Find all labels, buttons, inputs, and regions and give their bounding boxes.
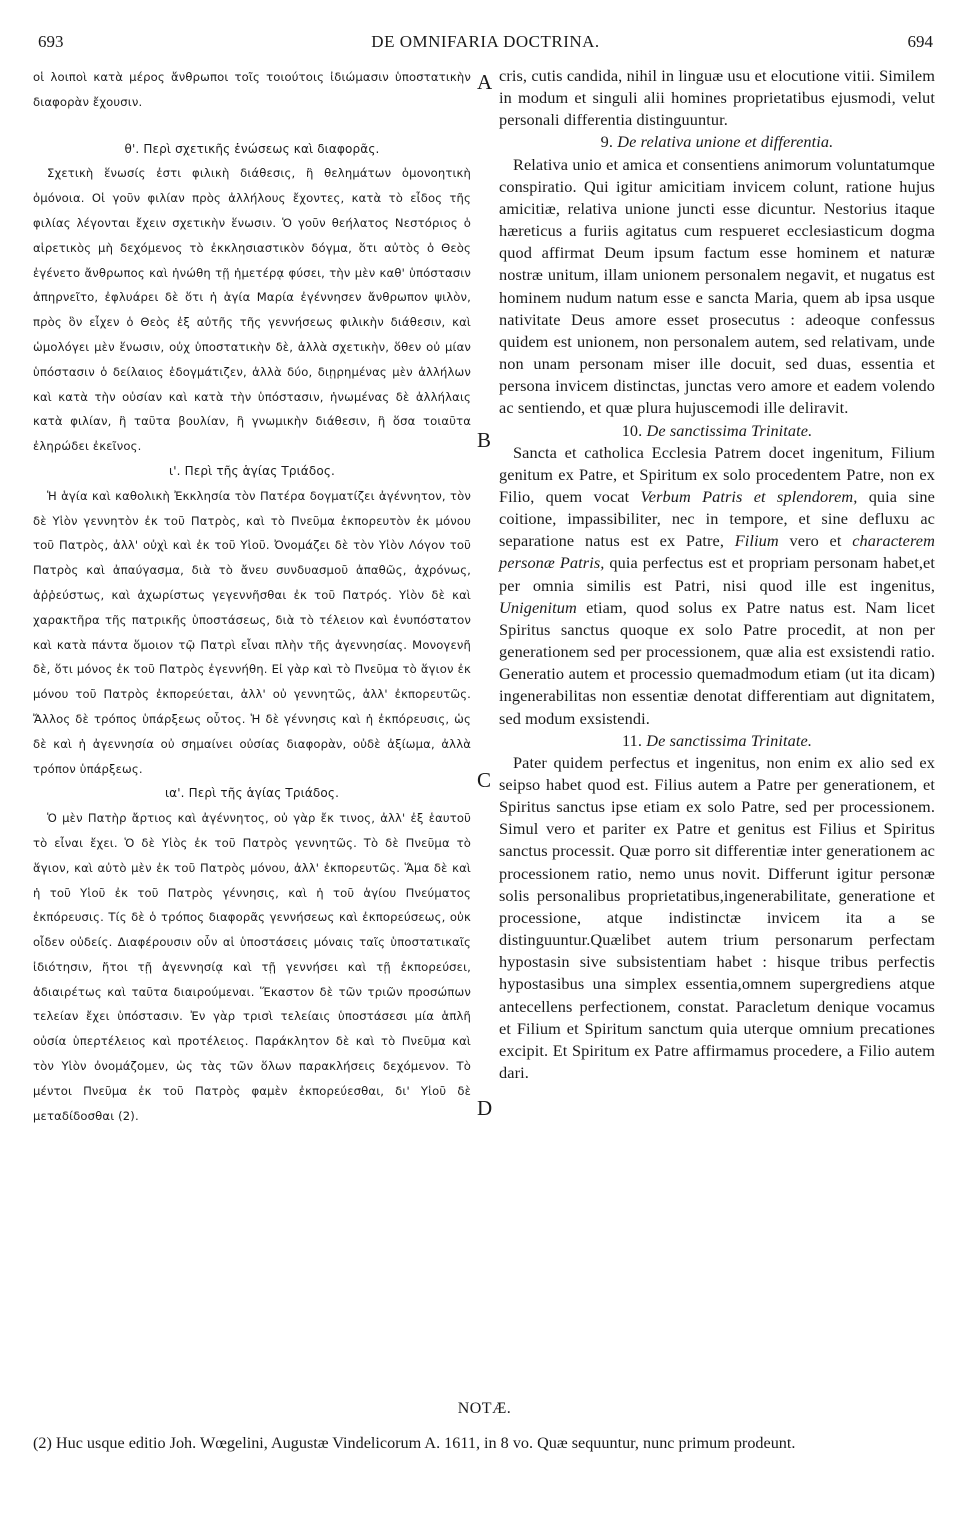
latin-p10-italic-filium: Filium <box>734 531 779 551</box>
latin-heading-9-number: 9. <box>600 132 614 152</box>
margin-letter-c: C <box>477 768 492 792</box>
greek-intro-paragraph: οἱ λοιποὶ κατὰ μέρος ἄνθρωποι τοῖς τοιούτοις ἰδιώμασιν ὑποστατικὴν διαφορὰν ἔχουσιν. <box>33 70 471 109</box>
latin-intro-paragraph: cris, cutis candida, nihil in linguæ usu et elocutione vitii. Similem in modum et singuli alii homines proprietatibus ejusmodi, velut personali differentia distinguuntur. <box>499 66 935 130</box>
page-number-left: 693 <box>38 32 64 51</box>
greek-paragraph-9: Σχετικὴ ἕνωσίς ἐστι φιλικὴ διάθεσις, ἢ θελημάτων ὁμονοητικὴ ὁμόνοια. Οἱ γοῦν φιλίαν πρὸς ἀλλήλους ἔχοντες, κατὰ τὸ εἶδος τῆς φιλίας λέγονται ἔχειν σχετικὴν ἕνωσιν. Ὁ γοῦν θεήλατος Νεστόριος ὁ αἱρετικὸς μὴ δεχόμενος τὸ ἐκκλησιαστικὸν δόγμα, ὅτι αὐτὸς ὁ Θεὸς ἐγένετο ἄνθρωπος καὶ ἡνώθη τῇ ἡμετέρᾳ φύσει, τὴν μὲν καθ' ὑπόστασιν ἀπηρνεῖτο, ἐφλυάρει δὲ ὅτι ἡ ἁγία Μαρία ἐγέννησεν ἄνθρωπον ψιλὸν, πρὸς ὃν εἶχεν ὁ Θεὸς ἐξ αὐτῆς τῆς γεννήσεως φιλικὴν διάθεσιν, καὶ ὡμολόγει μὲν ἕνωσιν, οὐχ ὑποστατικὴν δὲ, ἀλλὰ σχετικὴν, ὅθεν οὐ μίαν ὑπόστασιν ὁ δείλαιος ἐδογμάτιζεν, ἀλλὰ δύο, διῃρημένας μὲν ἀλλήλων καὶ κατὰ τὴν οὐσίαν καὶ κατὰ τὴν ὑπόστασιν, ἡνωμένας δὲ ἀλλήλαις κατὰ φιλίαν, ἢ ταῦτα βουλίαν, ἢ γνωμικὴν διάθεσιν, ἢ ὅσα τοιαῦτα ἐληρώδει ἐκεῖνος. <box>33 166 471 454</box>
greek-heading-10: ι'. Περὶ τῆς ἁγίας Τριάδος. <box>168 463 336 478</box>
running-title: DE OMNIFARIA DOCTRINA. <box>371 32 600 51</box>
latin-p10-part-c: vero et <box>778 531 853 551</box>
greek-heading-9: θ'. Περὶ σχετικῆς ἑνώσεως καὶ διαφορᾶς. <box>124 141 380 156</box>
latin-p10-part-b: quia sine coitione, impassibiliter, nec in tempore, et sine defluxu ac separatione natus est ex Patre, <box>499 486 935 551</box>
latin-heading-11-title: De sanctissima Trinitate. <box>646 730 812 750</box>
page-header <box>38 26 933 56</box>
latin-p10-italic-characterem: characterem personæ Patris, <box>499 531 935 573</box>
margin-letter-a: A <box>477 70 493 94</box>
greek-paragraph-10: Ἡ ἁγία καὶ καθολικὴ Ἐκκλησία τὸν Πατέρα δογματίζει ἀγέννητον, τὸν δὲ Υἱὸν γεννητὸν ἐκ τοῦ Πατρὸς, καὶ τὸ Πνεῦμα ἐκπορευτὸν ἐκ μόνου τοῦ Πατρὸς, ἀλλ' οὐχὶ καὶ ἐκ τοῦ Υἱοῦ. Ὀνομάζει δὲ τὸν Υἱὸν Λόγον τοῦ Πατρὸς καὶ ἀπαύγασμα, διὰ τὸ ἄνευ συνδυασμοῦ ἀπαθῶς, ἀχρόνως, ἀῤῥεύστως, καὶ ἀχωρίστως γεγεννῆσθαι ἐκ τοῦ Πατρός. Υἱὸν δὲ καὶ χαρακτῆρα τῆς πατρικῆς ὑποστάσεως, διὰ τὸ τέλειον καὶ ἐνυπόστατον καὶ κατὰ πάντα ὅμοιον τῷ Πατρὶ εἶναι πλὴν τῆς ἀγεννησίας. Μονογενῆ δὲ, ὅτι μόνος ἐκ τοῦ Πατρὸς ἐγεννήθη. Εἰ γὰρ καὶ τὸ Πνεῦμα τὸ ἅγιον ἐκ μόνου τοῦ Πατρὸς ἐκπορεύεται, ἀλλ' οὐ γεννητῶς, ἀλλ' ἐκπορευτῶς. Ἄλλος δὲ τρόπος ὑπάρξεως οὗτος. Ἡ δὲ γέννησις καὶ ἡ ἐκπόρευσις, ὡς δὲ καὶ ἡ ἀγεννησία οὐ σημαίνει οὐσίας διαφορὰν, οὐδὲ ἀξίωμα, ἀλλὰ τρόπον ὑπάρξεως. <box>33 488 471 776</box>
latin-p10-italic-unigenitum: Unigenitum <box>499 597 577 617</box>
greek-paragraph-11: Ὁ μὲν Πατὴρ ἄρτιος καὶ ἀγέννητος, οὐ γὰρ ἔκ τινος, ἀλλ' ἐξ ἑαυτοῦ τὸ εἶναι ἔχει. Ὁ δὲ Υἱὸς ἐκ τοῦ Πατρὸς γεννητῶς. Τὸ δὲ Πνεῦμα τὸ ἅγιον, καὶ αὐτὸ μὲν ἐκ τοῦ Πατρὸς μόνου, ἀλλ' ἐκπορευτῶς. Ἅμα δὲ καὶ ἡ τοῦ Υἱοῦ ἐκ τοῦ Πατρὸς γέννησις, καὶ ἡ τοῦ ἁγίου Πνεύματος ἐκπόρευσις. Τίς δὲ ὁ τρόπος διαφορᾶς γεννήσεως καὶ ἐκπορεύσεως, οὐκ οἶδεν οὐδείς. Διαφέρουσιν οὖν αἱ ὑποστάσεις μόναις ταῖς ὑποστατικαῖς ἰδιότησιν, ἤτοι τῇ ἀγεννησίᾳ καὶ τῇ γεννήσει καὶ τῇ ἐκπορεύσει, ἀδιαιρέτως καὶ ταῦτα διαιρούμεναι. Ἕκαστον δὲ τῶν τριῶν προσώπων τελείαν ἔχει ὑπόστασιν. Ἐν γὰρ τρισὶ τελείαις ὑποστάσεσι μία ἁπλῆ οὐσία ὑπερτέλειος καὶ προτέλειος. Παράκλητον δὲ καὶ τὸ Πνεῦμα καὶ τὸν Υἱὸν ὀνομάζομεν, ὡς τὰς τῶν ὅλων παρακλήσεις δεχόμενον. Τὸ μέντοι Πνεῦμα ἐκ τοῦ Πατρὸς φαμὲν ἐκπορεύεσθαι, δι' Υἱοῦ δὲ μεταδίδοσθαι (2). <box>33 811 471 1123</box>
margin-letter-d: D <box>477 1096 493 1120</box>
latin-p10-part-d: quia perfectus est et propriam personam habet,et per omnia similis est Patri, nisi quod ille est ingenitus, <box>499 553 935 595</box>
latin-paragraph-9: Relativa unio et amica et consentiens animorum voluntatumque conspiratio. Qui igitur amicitiam invicem colunt, ratione hujus amicitiæ, relativa unione juncti esse dicuntur. Nestorius itaque hæreticus a furiis agitatus cum respueret ecclesiasticum dogma quod affirmat Deum ipsum factum esse hominem et naturæ nostræ unitum, illam unionem personalem negavit, et nugatus est hominem nudum natum esse e sancta Maria, quem ab ipsa usque nativitate Deus amore esset prosecutus : adeoque confessus quidem est unionem, non personalem autem, sed relativam, unde non unam personam miser ille docuit, sed duas, essentia et persona invicem distinctas, junctas vero amore et eadem volendo ac sentiendo, et quæ plura hujuscemodi ille deliravit. <box>499 154 935 418</box>
latin-heading-11 <box>499 730 935 752</box>
page-number-right: 694 <box>907 32 933 51</box>
greek-heading-11: ια'. Περὶ τῆς ἁγίας Τριάδος. <box>164 786 340 801</box>
latin-paragraph-10 <box>499 442 935 730</box>
latin-paragraph-11: Pater quidem perfectus et ingenitus, non enim ex alio sed ex seipso habet quod est. Filius autem a Patre per generationem, et Spiritus sanctus ipse etiam ex solo Patre, sed per processionem. Simul vero et pariter ex Patre et genitus est Filius et Spiritus sanctus processit. Quæ porro sit differentiæ inter generationem ac processionem ratio, nemo unus novit. Differunt igitur personæ solis personalibus proprietatibus,ingenerabilitate, generatione et processione, atque indistinctæ invicem ita a se distinguuntur.Quælibet autem trium personarum perfectam hypostasin sive subsistentiam habet : hisque tribus perfectis hypostasibus una simplex essentia,omnem supergrediens atque antecellens perfectionem, constat. Paracletum denique vocamus et Filium et Spiritum sanctum quia uterque omnium precationes excipit. Et Spiritum ex Patre affirmamus procedere, a Filio autem dari. <box>499 752 935 1083</box>
latin-heading-9-title: De relativa unione et differentia. <box>617 132 834 152</box>
notes-heading: NOTÆ. <box>457 1400 512 1417</box>
latin-heading-10-number: 10. <box>621 420 643 440</box>
latin-heading-10-title: De sanctissima Trinitate. <box>646 420 813 440</box>
latin-column <box>499 65 935 1084</box>
latin-heading-11-number: 11. <box>621 730 643 750</box>
latin-p10-part-e: etiam, quod solus ex Patre natus est. Nam licet Spiritus sanctus quoque ex solo Patre procedit, at non per generationem sed per processionem, quæ alia est exsistendi ratio. Generatio autem et processio quemadmodum etiam (ut ita dicam) ingenerabilitas non essentiæ denotat differentiam aut dignitatem, sed modum exsistendi. <box>499 597 935 728</box>
latin-heading-10 <box>499 420 935 442</box>
latin-heading-9 <box>499 131 935 153</box>
latin-p10-part-a: Sancta et catholica Ecclesia Patrem docet ingenitum, Filium genitum ex Patre, et Spiritum ex solo procedentem Patre, non ex Filio, quem vocat <box>499 442 935 506</box>
greek-column <box>33 65 471 1128</box>
latin-p10-italic-verbum: Verbum Patris et splendorem, <box>640 486 858 506</box>
footnote: (2) Huc usque editio Joh. Wœgelini, Augustæ Vindelicorum A. 1611, in 8 vo. Quæ sequuntur, nunc primum prodeunt. <box>33 1434 796 1453</box>
margin-letter-b: B <box>477 428 492 452</box>
